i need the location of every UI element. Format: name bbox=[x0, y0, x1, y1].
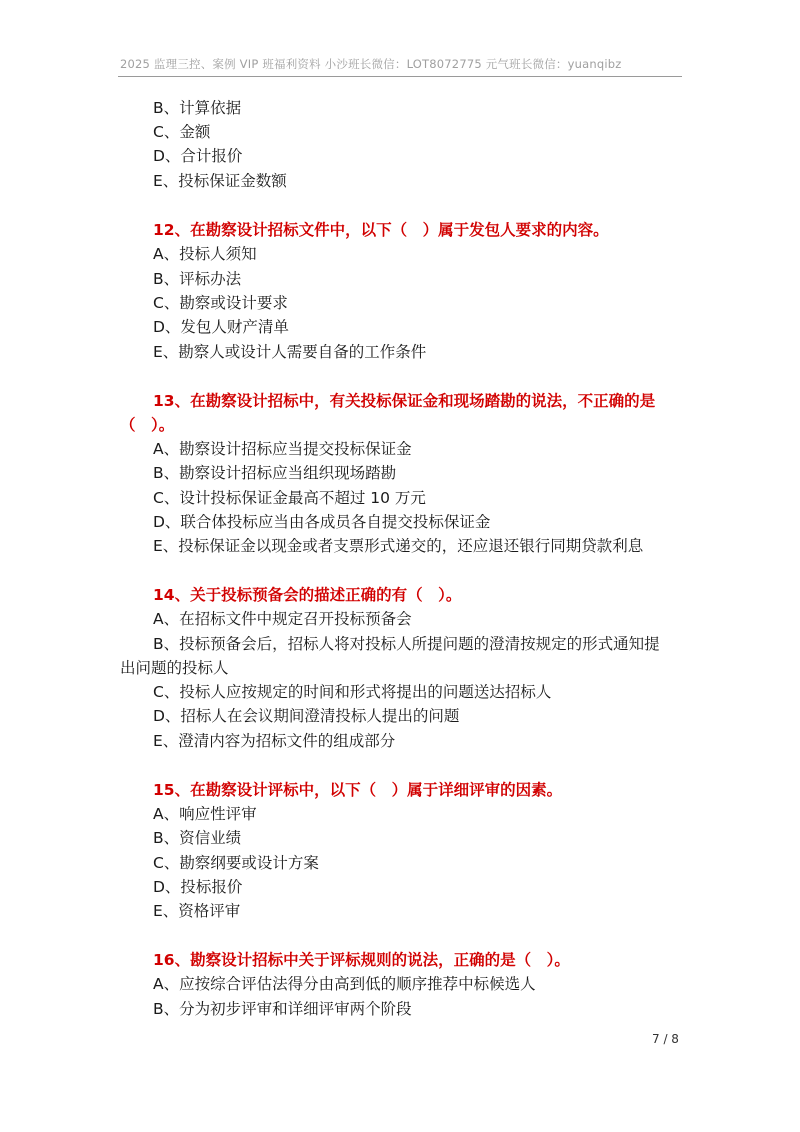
option-a: A、勘察设计招标应当提交投标保证金 bbox=[153, 440, 412, 458]
option-d: D、发包人财产清单 bbox=[153, 318, 289, 336]
option-e: E、澄清内容为招标文件的组成部分 bbox=[153, 732, 396, 750]
option-d: D、招标人在会议期间澄清投标人提出的问题 bbox=[153, 707, 460, 725]
option-b: B、资信业绩 bbox=[153, 829, 242, 847]
question-13-cont: （ ）。 bbox=[120, 416, 175, 434]
option-a: A、响应性评审 bbox=[153, 805, 257, 823]
option-e: E、投标保证金数额 bbox=[153, 172, 287, 190]
option-c: C、勘察纲要或设计方案 bbox=[153, 854, 319, 872]
option-a: A、投标人须知 bbox=[153, 245, 257, 263]
option-b: B、评标办法 bbox=[153, 270, 242, 288]
option-a: A、应按综合评估法得分由高到低的顺序推荐中标候选人 bbox=[153, 975, 536, 993]
option-c: C、设计投标保证金最高不超过 10 万元 bbox=[153, 489, 426, 507]
header-divider bbox=[118, 76, 682, 77]
question-16: 16、勘察设计招标中关于评标规则的说法，正确的是（ ）。 bbox=[153, 951, 570, 969]
question-15: 15、在勘察设计评标中，以下（ ）属于详细评审的因素。 bbox=[153, 781, 563, 799]
option-d: D、投标报价 bbox=[153, 878, 243, 896]
question-12: 12、在勘察设计招标文件中，以下（ ）属于发包人要求的内容。 bbox=[153, 221, 609, 239]
page-number: 7 / 8 bbox=[652, 1032, 679, 1046]
question-14: 14、关于投标预备会的描述正确的有（ ）。 bbox=[153, 586, 462, 604]
option-a: A、在招标文件中规定召开投标预备会 bbox=[153, 610, 412, 628]
option-b: B、分为初步评审和详细评审两个阶段 bbox=[153, 1000, 412, 1018]
option-b: B、勘察设计招标应当组织现场踏勘 bbox=[153, 464, 397, 482]
option-e: E、投标保证金以现金或者支票形式递交的，还应退还银行同期贷款利息 bbox=[153, 537, 644, 555]
option-c: C、勘察或设计要求 bbox=[153, 294, 288, 312]
option-d: D、合计报价 bbox=[153, 147, 243, 165]
option-b: B、计算依据 bbox=[153, 99, 242, 117]
option-e: E、勘察人或设计人需要自备的工作条件 bbox=[153, 343, 427, 361]
page-header: 2025 监理三控、案例 VIP 班福利资料 小沙班长微信：LOT8072775 元气班长微信：yuanqibz bbox=[120, 57, 622, 71]
option-b-cont: 出问题的投标人 bbox=[120, 659, 229, 677]
option-b: B、投标预备会后，招标人将对投标人所提问题的澄清按规定的形式通知提 bbox=[153, 635, 660, 653]
option-d: D、联合体投标应当由各成员各自提交投标保证金 bbox=[153, 513, 491, 531]
option-c: C、金额 bbox=[153, 123, 211, 141]
option-c: C、投标人应按规定的时间和形式将提出的问题送达招标人 bbox=[153, 683, 552, 701]
option-e: E、资格评审 bbox=[153, 902, 241, 920]
question-13: 13、在勘察设计招标中，有关投标保证金和现场踏勘的说法，不正确的是 bbox=[153, 392, 656, 410]
